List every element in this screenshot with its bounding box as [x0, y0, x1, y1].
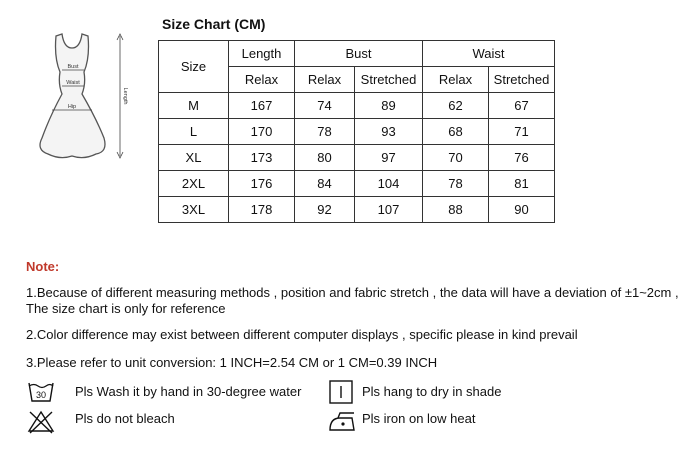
- dress-diagram: [20, 28, 140, 168]
- note-1: [26, 285, 679, 317]
- table-header-row: [159, 41, 555, 67]
- value-cell: 173: [229, 145, 295, 171]
- subheader-cell: Stretched: [355, 67, 423, 93]
- subheader-cell: Stretched: [489, 67, 555, 93]
- value-cell: 76: [489, 145, 555, 171]
- note-title: Note:: [26, 259, 60, 274]
- care-wash-text: Pls Wash it by hand in 30-degree water: [75, 384, 302, 399]
- size-cell: M: [159, 93, 229, 119]
- value-cell: 84: [295, 171, 355, 197]
- waist-header: Waist: [423, 41, 555, 67]
- value-cell: 107: [355, 197, 423, 223]
- table-row: [159, 119, 555, 145]
- bust-label: Bust: [67, 64, 79, 70]
- table-row: [159, 197, 555, 223]
- value-cell: 90: [489, 197, 555, 223]
- table-row: [159, 145, 555, 171]
- length-header: Length: [229, 41, 295, 67]
- value-cell: 97: [355, 145, 423, 171]
- value-cell: 88: [423, 197, 489, 223]
- care-bleach-text: Pls do not bleach: [75, 411, 175, 426]
- size-cell: 3XL: [159, 197, 229, 223]
- note-2: 2.Color difference may exist between different computer displays , specific please in kind prevail: [26, 327, 578, 342]
- size-cell: L: [159, 119, 229, 145]
- hang-dry-icon: [328, 379, 354, 405]
- value-cell: 71: [489, 119, 555, 145]
- waist-label: Waist: [66, 80, 80, 86]
- value-cell: 78: [423, 171, 489, 197]
- bust-header: Bust: [295, 41, 423, 67]
- subheader-cell: Relax: [295, 67, 355, 93]
- no-bleach-icon: [26, 409, 56, 435]
- dress-outline: [40, 34, 105, 158]
- hand-wash-30-icon: [26, 379, 56, 405]
- table-row: [159, 93, 555, 119]
- value-cell: 70: [423, 145, 489, 171]
- value-cell: 62: [423, 93, 489, 119]
- subheader-cell: Relax: [423, 67, 489, 93]
- value-cell: 68: [423, 119, 489, 145]
- note-1-line-2: The size chart is only for reference: [26, 301, 226, 316]
- size-cell: 2XL: [159, 171, 229, 197]
- value-cell: 176: [229, 171, 295, 197]
- care-hang-text: Pls hang to dry in shade: [362, 384, 502, 399]
- iron-low-heat-icon: [326, 409, 358, 435]
- hip-label: Hip: [67, 104, 77, 110]
- value-cell: 89: [355, 93, 423, 119]
- size-table: [158, 40, 555, 223]
- value-cell: 74: [295, 93, 355, 119]
- size-cell: XL: [159, 145, 229, 171]
- value-cell: 167: [229, 93, 295, 119]
- wash-temp-label: 30: [35, 390, 47, 400]
- note-3: 3.Please refer to unit conversion: 1 INCH=2.54 CM or 1 CM=0.39 INCH: [26, 355, 438, 370]
- value-cell: 67: [489, 93, 555, 119]
- size-chart-title: Size Chart (CM): [162, 16, 266, 32]
- value-cell: 178: [229, 197, 295, 223]
- value-cell: 93: [355, 119, 423, 145]
- value-cell: 80: [295, 145, 355, 171]
- value-cell: 104: [355, 171, 423, 197]
- table-row: [159, 171, 555, 197]
- length-label: Length: [122, 87, 128, 105]
- value-cell: 92: [295, 197, 355, 223]
- note-1-line-1: 1.Because of different measuring methods , position and fabric stretch , the data will have a deviation of ±1~2cm ,: [26, 285, 679, 300]
- subheader-cell: Relax: [229, 67, 295, 93]
- care-iron-text: Pls iron on low heat: [362, 411, 476, 426]
- size-header: Size: [159, 41, 229, 93]
- value-cell: 81: [489, 171, 555, 197]
- value-cell: 78: [295, 119, 355, 145]
- value-cell: 170: [229, 119, 295, 145]
